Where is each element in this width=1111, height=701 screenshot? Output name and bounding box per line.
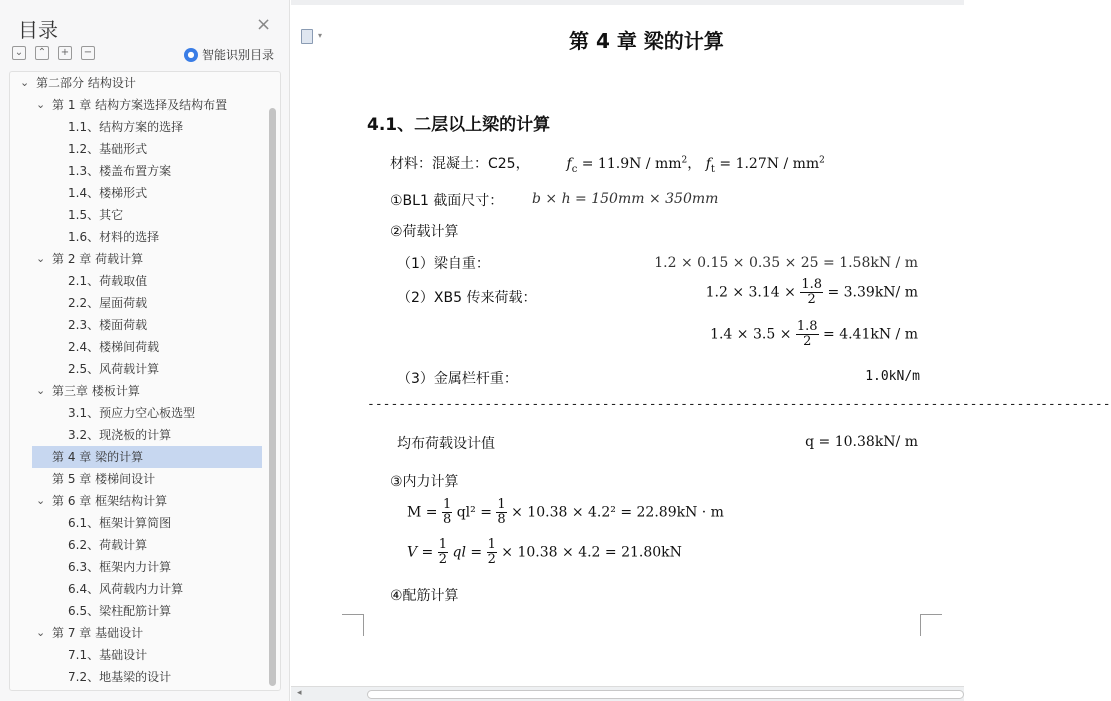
toc-item-6-1[interactable] (10, 512, 262, 534)
chevron-down-icon[interactable]: ⌄ (36, 98, 46, 111)
load2a-prefix: 1.2 × 3.14 × (705, 284, 796, 301)
m-den1: 8 (442, 512, 452, 527)
toc-item-3-2[interactable] (10, 424, 262, 446)
toc-item-1-6[interactable] (10, 226, 262, 248)
uniform-load-label: 均布荷载设计值 (397, 436, 495, 452)
page-corner-right (920, 614, 942, 636)
load2a-den: 2 (807, 292, 816, 307)
toc-item-label: 6.3、框架内力计算 (68, 560, 172, 574)
toc-item-2-1[interactable] (10, 270, 262, 292)
toc-item-label: 第 4 章 梁的计算 (52, 450, 144, 464)
toc-item-label: 6.4、风荷载内力计算 (68, 582, 184, 596)
toc-item-label: 1.1、结构方案的选择 (68, 120, 184, 134)
toc-item-2-4[interactable] (10, 336, 262, 358)
toc-item-1-2[interactable] (10, 138, 262, 160)
v-prefix: V = (407, 544, 434, 561)
comma: ， (687, 156, 702, 172)
m-den2: 8 (497, 512, 506, 527)
toc-item-2-3[interactable] (10, 314, 262, 336)
toc-item-2-5[interactable] (10, 358, 262, 380)
toc-item-ch4[interactable] (32, 446, 262, 468)
load2b-result: = 4.41kN / m (823, 326, 918, 343)
toc-item-label: 1.5、其它 (68, 208, 124, 222)
document-icon[interactable] (301, 29, 313, 44)
toc-item-label: 第 1 章 结构方案选择及结构布置 (52, 98, 228, 112)
toc-item-6-4[interactable] (10, 578, 262, 600)
v-fraction-2 (487, 538, 497, 567)
expand-all-icon[interactable]: ⌃ (35, 46, 49, 60)
toc-tree (9, 71, 281, 691)
toc-item-label: 1.3、楼盖布置方案 (68, 164, 172, 178)
chevron-down-icon[interactable]: ⌄ (36, 626, 46, 639)
toc-item-6-5[interactable] (10, 600, 262, 622)
toc-item-ch1[interactable] (10, 94, 262, 116)
toc-toolbar (12, 46, 95, 60)
toc-item-ch2[interactable] (10, 248, 262, 270)
dropdown-arrow-icon[interactable]: ▾ (318, 31, 323, 40)
toc-item-label: 6.5、梁柱配筋计算 (68, 604, 172, 618)
toc-item-3-1[interactable] (10, 402, 262, 424)
chevron-down-icon[interactable]: ⌄ (36, 494, 46, 507)
horizontal-scrollbar[interactable] (291, 686, 964, 701)
toc-item-1-5[interactable] (10, 204, 262, 226)
item2-label: ②荷载计算 (390, 224, 459, 240)
toc-item-7-2[interactable] (10, 666, 262, 688)
material-label: 材料：混凝土：C25， (390, 156, 530, 172)
toc-item-1-1[interactable] (10, 116, 262, 138)
toc-item-ch6[interactable] (10, 490, 262, 512)
shear-formula (407, 538, 682, 567)
fc-value: = 11.9N / mm (577, 156, 682, 172)
load2a-result: = 3.39kN/ m (827, 284, 918, 301)
fc-subscript: c (571, 163, 578, 175)
toc-item-label: 2.2、屋面荷载 (68, 296, 148, 310)
collapse-all-icon[interactable]: ⌄ (12, 46, 26, 60)
toc-item-ch7[interactable] (10, 622, 262, 644)
toc-panel (0, 0, 290, 701)
toc-item-ch3[interactable] (10, 380, 262, 402)
v-num1: 1 (438, 537, 448, 552)
load3-label: （3）金属栏杆重： (397, 371, 518, 387)
item4-label: ④配筋计算 (390, 588, 459, 604)
top-strip (291, 0, 964, 5)
toc-item-label: 1.6、材料的选择 (68, 230, 160, 244)
toc-item-label: 3.1、预应力空心板选型 (68, 406, 196, 420)
m-result: × 10.38 × 4.2² = 22.89kN · m (511, 504, 724, 521)
toc-item-label: 第二部分 结构设计 (36, 76, 136, 90)
chevron-down-icon[interactable]: ⌄ (36, 384, 46, 397)
smart-toc-label: 智能识别目录 (202, 48, 275, 62)
toc-item-label: 2.4、楼梯间荷载 (68, 340, 160, 354)
toc-title: 目录 (18, 18, 58, 42)
v-den2: 2 (487, 552, 496, 567)
toc-item-label: 3.2、现浇板的计算 (68, 428, 172, 442)
load3-value: 1.0kN/m (865, 369, 920, 384)
m-fraction-2 (496, 498, 506, 527)
toc-item-label: 1.2、基础形式 (68, 142, 148, 156)
toc-scrollbar[interactable] (269, 108, 276, 686)
load2a-fraction (800, 278, 823, 307)
toc-item-7-1[interactable] (10, 644, 262, 666)
dashed-separator: ----------------------------------------------------------------------------------------------- (367, 397, 1111, 412)
toc-item-label: 6.2、荷载计算 (68, 538, 148, 552)
m-prefix: M = (407, 504, 438, 521)
fc-square: 2 (681, 155, 688, 166)
toc-item-6-3[interactable] (10, 556, 262, 578)
load2-formula-b (710, 320, 918, 349)
v-mid: ql = (452, 544, 483, 561)
toc-item-label: 6.1、框架计算简图 (68, 516, 172, 530)
toc-item-2-2[interactable] (10, 292, 262, 314)
item1-label: ①BL1 截面尺寸： (390, 193, 504, 209)
load1-label: （1）梁自重： (397, 256, 490, 272)
section-title: 4.1、二层以上梁的计算 (367, 115, 551, 135)
load2b-fraction (796, 320, 819, 349)
toc-item-label: 2.5、风荷载计算 (68, 362, 160, 376)
toc-item-1-3[interactable] (10, 160, 262, 182)
m-fraction-1 (442, 498, 452, 527)
toc-item-part2[interactable] (10, 72, 262, 94)
item3-label: ③内力计算 (390, 474, 459, 490)
toc-item-label: 第 5 章 楼梯间设计 (52, 472, 156, 486)
v-fraction-1 (438, 538, 448, 567)
chevron-down-icon[interactable]: ⌄ (36, 252, 46, 265)
toc-item-ch5[interactable] (10, 468, 262, 490)
item1-formula: b × h = 150mm × 350mm (532, 191, 719, 207)
robot-icon: ● (184, 48, 198, 62)
toc-item-1-4[interactable] (10, 182, 262, 204)
v-num2: 1 (487, 537, 496, 552)
close-icon[interactable]: × (256, 14, 272, 35)
toc-item-label: 第 2 章 荷载计算 (52, 252, 144, 266)
smart-toc-button[interactable] (184, 46, 274, 63)
load2-label: （2）XB5 传来荷载： (397, 290, 537, 306)
load1-formula: 1.2 × 0.15 × 0.35 × 25 = 1.58kN / m (654, 255, 918, 271)
load2b-prefix: 1.4 × 3.5 × (710, 326, 792, 343)
m-num1: 1 (442, 497, 452, 512)
toc-item-label: 第 6 章 框架结构计算 (52, 494, 168, 508)
toc-item-label: 1.4、楼梯形式 (68, 186, 148, 200)
v-den1: 2 (438, 552, 448, 567)
toc-item-label: 2.1、荷载取值 (68, 274, 148, 288)
m-mid: ql² = (456, 504, 492, 521)
chapter-title: 第 4 章 梁的计算 (569, 29, 724, 53)
load2b-den: 2 (803, 334, 812, 349)
remove-heading-icon[interactable]: − (81, 46, 95, 60)
toc-item-label: 7.1、基础设计 (68, 648, 148, 662)
add-heading-icon[interactable]: + (58, 46, 72, 60)
toc-item-6-2[interactable] (10, 534, 262, 556)
material-line (390, 153, 825, 175)
ft-value: = 1.27N / mm (714, 156, 820, 172)
v-result: × 10.38 × 4.2 = 21.80kN (501, 544, 682, 561)
chevron-down-icon[interactable]: ⌄ (20, 76, 30, 89)
scroll-thumb[interactable] (367, 690, 964, 699)
fc-symbol: f (566, 156, 572, 172)
ft-subscript: t (710, 163, 715, 175)
load2b-num: 1.8 (796, 319, 818, 334)
toc-item-label: 2.3、楼面荷载 (68, 318, 148, 332)
m-num2: 1 (497, 497, 506, 512)
toc-item-label: 第三章 楼板计算 (52, 384, 140, 398)
load2-formula-a (706, 278, 918, 307)
toc-item-label: 7.2、地基梁的设计 (68, 670, 172, 684)
document-pane (291, 0, 1111, 701)
ft-symbol: f (705, 156, 711, 172)
moment-formula (407, 498, 724, 527)
ft-square: 2 (819, 155, 825, 166)
toc-item-label: 第 7 章 基础设计 (52, 626, 144, 640)
uniform-load-value: q = 10.38kN/ m (805, 434, 918, 450)
load2a-num: 1.8 (801, 277, 823, 292)
scroll-left-icon[interactable]: ◂ (297, 688, 302, 698)
page-corner-left (342, 614, 364, 636)
